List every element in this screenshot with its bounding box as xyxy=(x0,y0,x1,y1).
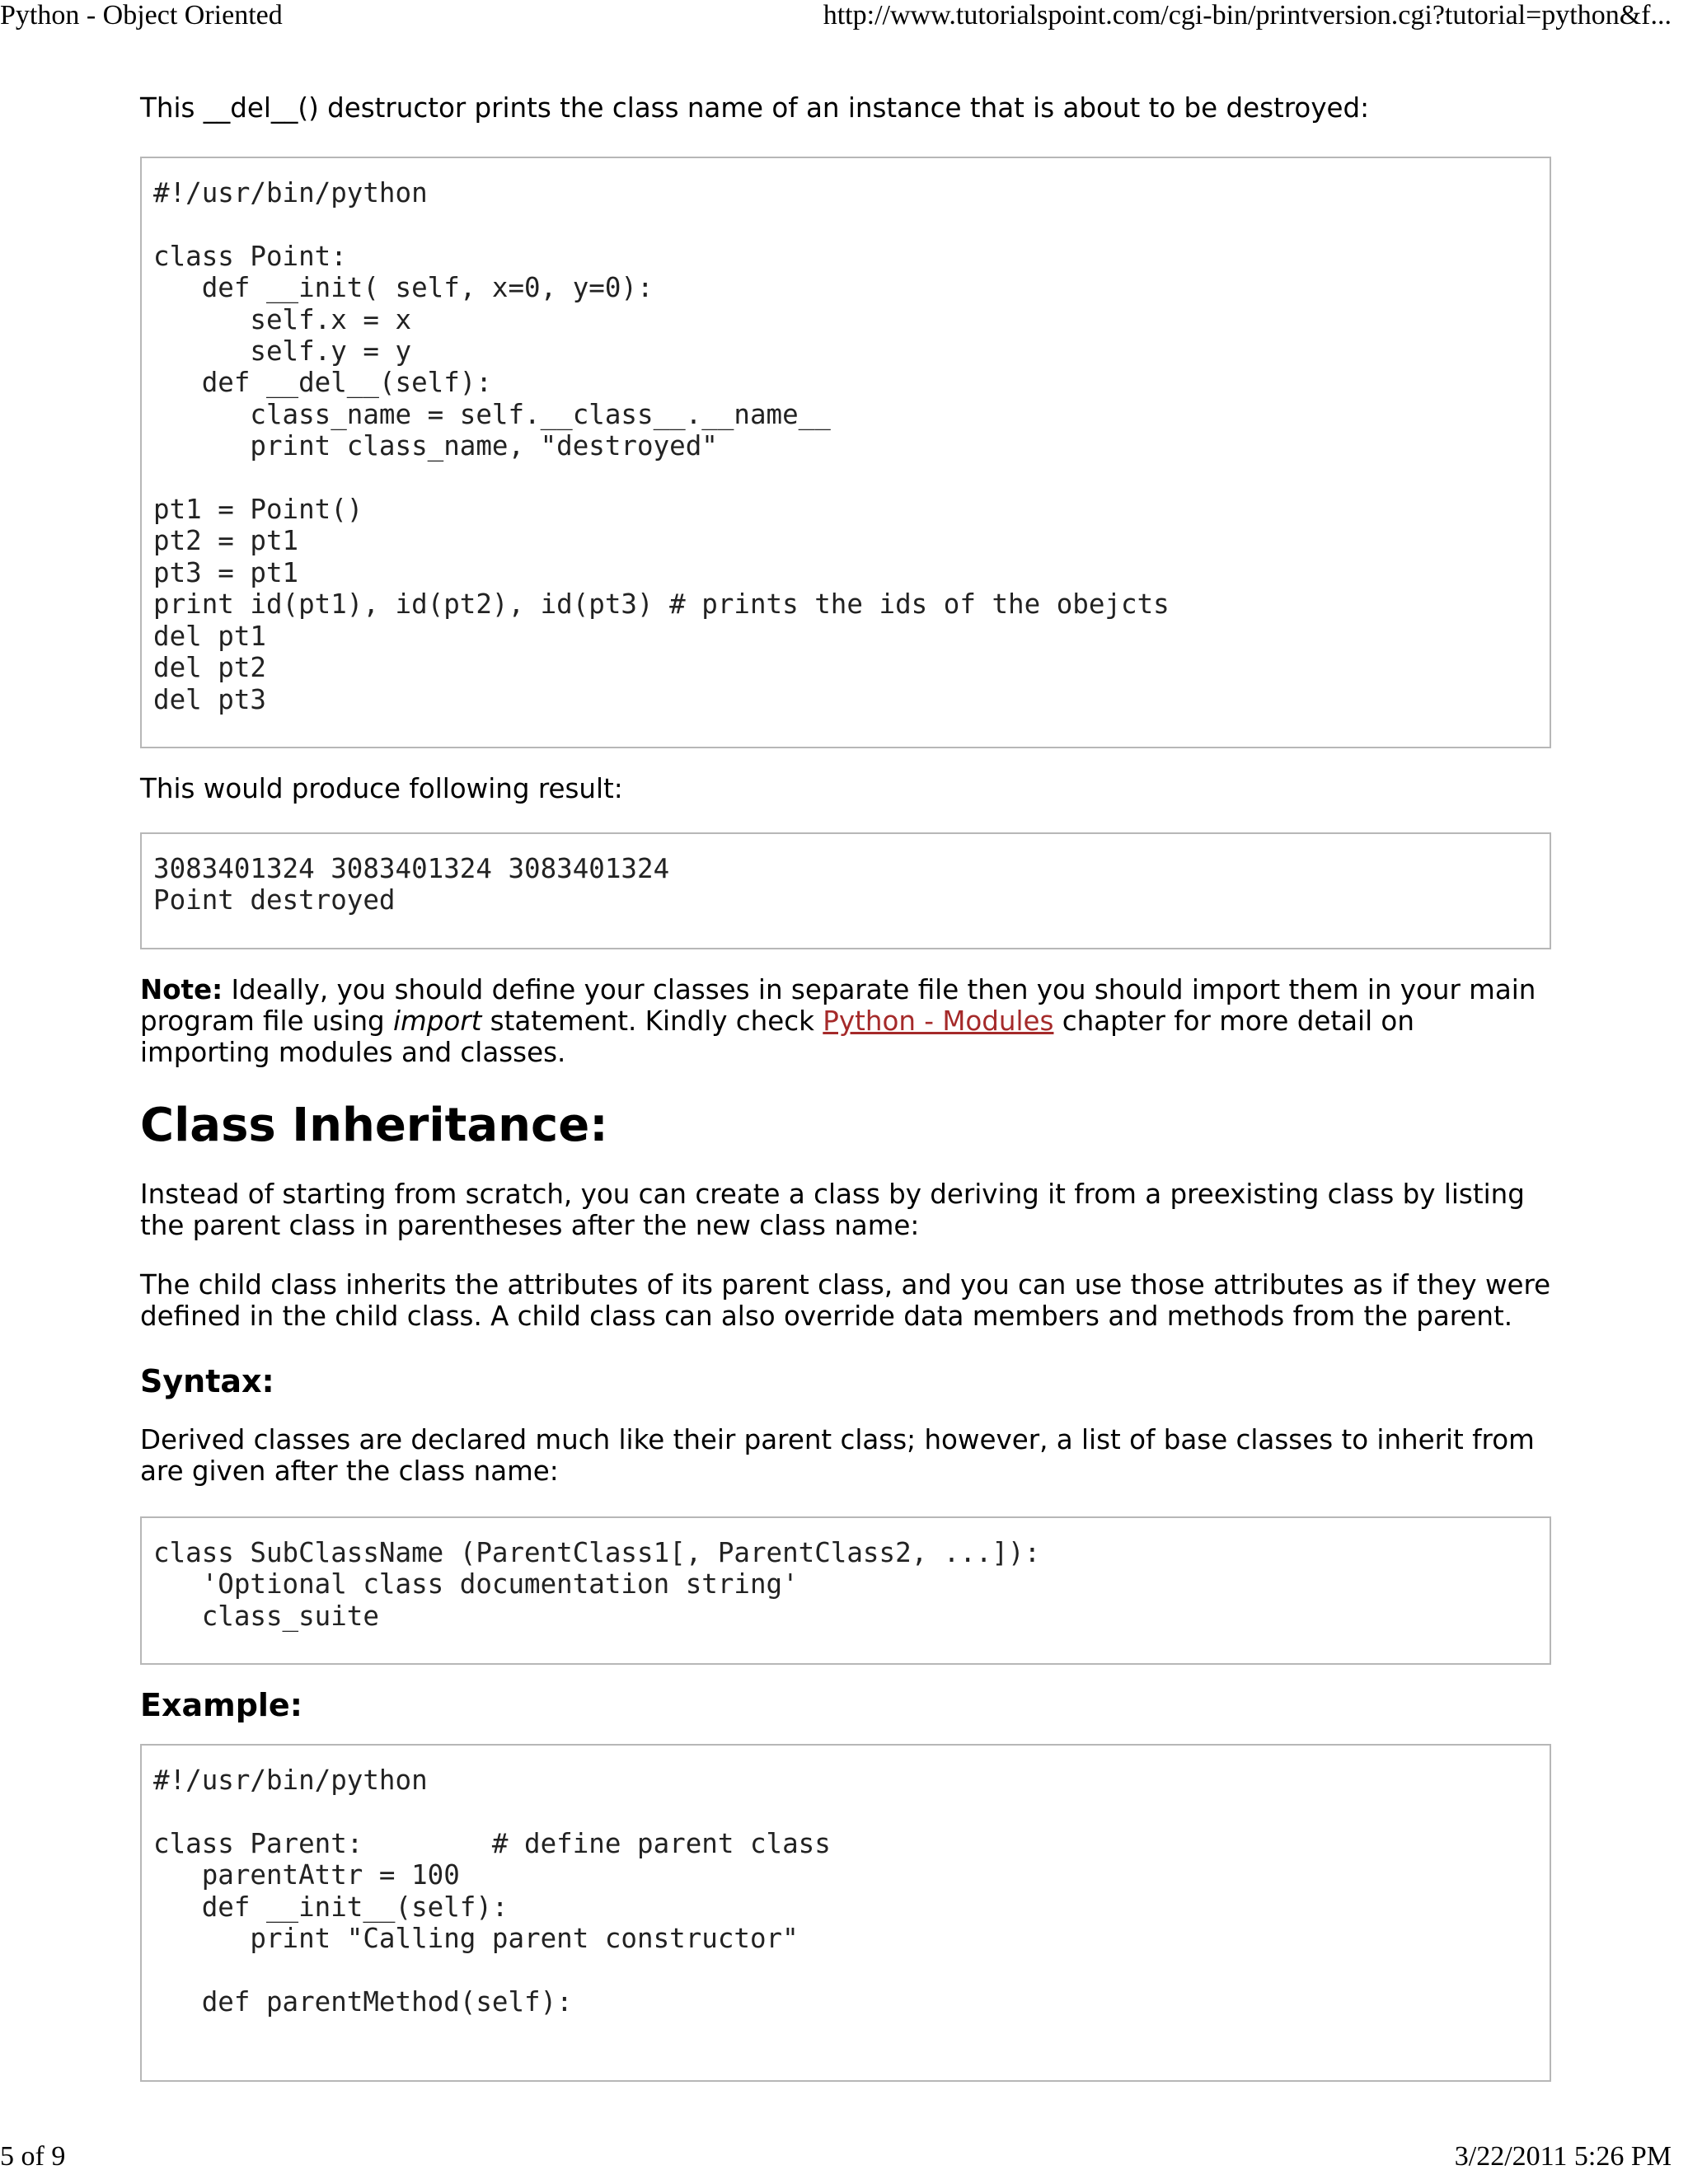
code-output-text: 3083401324 3083401324 3083401324 Point destroyed xyxy=(153,853,670,916)
code-syntax-text: class SubClassName (ParentClass1[, ParentClass2, ...]): 'Optional class documentation string' class_suite xyxy=(153,1537,1041,1632)
note-text-1: Ideally, you should define your classes in separate file then you should import them in your main program file using xyxy=(140,974,1536,1037)
note-paragraph xyxy=(140,974,1551,1068)
note-text-2: statement. Kindly check xyxy=(481,1005,823,1037)
note-label: Note: xyxy=(140,974,223,1005)
code-destructor-text: #!/usr/bin/python class Point: def __init( self, x=0, y=0): self.x = x self.y = y def __del__(self): class_name = self.__class__.__name__ print class_name, "destroyed" pt1 = Point() pt2 = pt1 pt3 = pt1 print id(pt1), id(pt2), id(pt3) # prints the ids of the obejcts del pt1 del pt2 del pt3 xyxy=(153,177,1170,715)
syntax-paragraph: Derived classes are declared much like their parent class; however, a list of base classes to inherit from are given after the class name: xyxy=(140,1424,1535,1487)
class-inheritance-heading: Class Inheritance: xyxy=(140,1099,608,1152)
intro-paragraph: This __del__() destructor prints the class name of an instance that is about to be destroyed: xyxy=(140,92,1370,124)
inheritance-paragraph-1: Instead of starting from scratch, you can create a class by deriving it from a preexisting class by listing the parent class in parentheses after the new class name: xyxy=(140,1179,1525,1241)
example-heading: Example: xyxy=(140,1687,302,1723)
note-text-3: chapter for more detail on importing modules and classes. xyxy=(140,1005,1414,1068)
code-example-text: #!/usr/bin/python class Parent: # define parent class parentAttr = 100 def __init__(self): print "Calling parent constructor" def parentMethod(self): xyxy=(153,1765,831,2018)
code-block-destructor xyxy=(140,157,1551,748)
syntax-heading: Syntax: xyxy=(140,1363,274,1399)
code-block-example xyxy=(140,1744,1551,2082)
page-number: 5 of 9 xyxy=(0,2141,66,2172)
result-paragraph: This would produce following result: xyxy=(140,773,623,804)
page-header-title: Python - Object Oriented xyxy=(0,0,283,30)
note-import-word: import xyxy=(393,1005,482,1037)
python-modules-link[interactable]: Python - Modules xyxy=(823,1005,1054,1037)
inheritance-paragraph-2: The child class inherits the attributes of its parent class, and you can use those attributes as if they were defined in the child class. A child class can also override data members and methods from the parent. xyxy=(140,1269,1551,1332)
page-header-url: http://www.tutorialspoint.com/cgi-bin/printversion.cgi?tutorial=python&f... xyxy=(823,0,1672,30)
code-block-output xyxy=(140,832,1551,949)
print-datetime: 3/22/2011 5:26 PM xyxy=(1454,2141,1672,2172)
code-block-syntax xyxy=(140,1516,1551,1665)
